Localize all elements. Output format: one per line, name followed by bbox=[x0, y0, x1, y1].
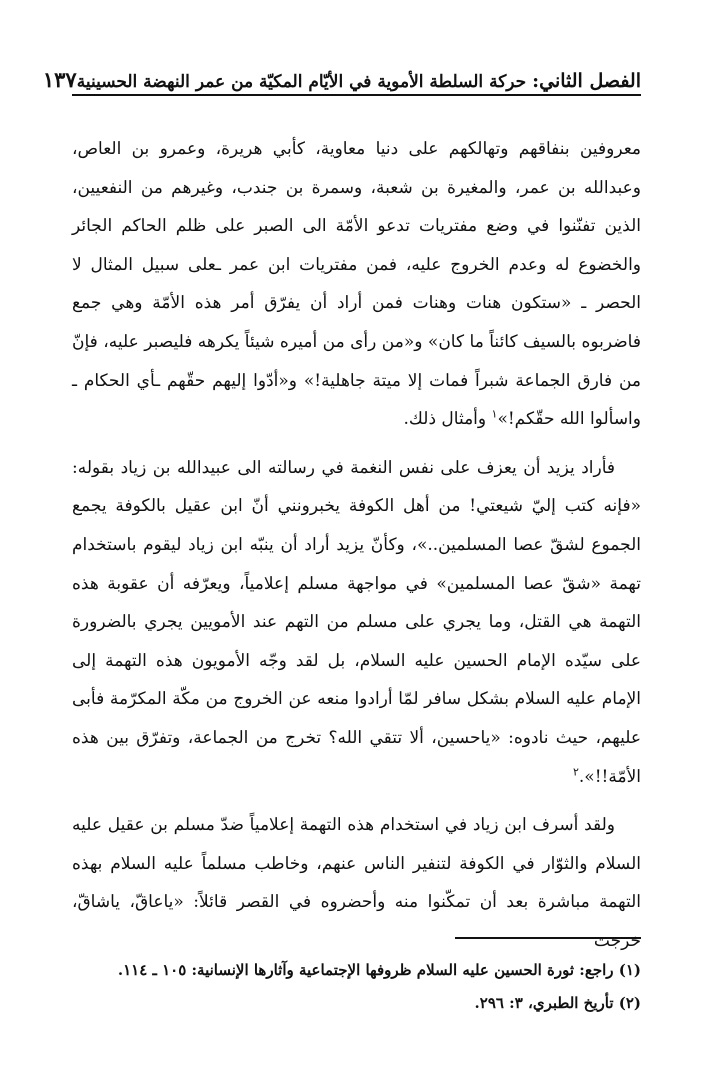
chapter-title bbox=[77, 70, 641, 92]
page-number: ١٣٧ bbox=[42, 67, 77, 92]
footnote-marker-1: ١ bbox=[491, 407, 498, 421]
footnote-marker-2: ٢ bbox=[572, 764, 579, 778]
paragraph-1-text: معروفين بنفاقهم وتهالكهم على دنيا معاوية، كأبي هريرة، وعمرو بن العاص، وعبدالله بن عمر، والمغيرة بن شعبة، وسمرة بن جندب، وغيرهم من النفعيين، الذين تفنّنوا في وضع مفتريات تدعو الأمّة الى الصبر على ظلم الحاكم الجائر والخضوع له وعدم الخروج عليه، فمن مفتريات ابن عمر ـعلى سبيل المثال لا الحصر ـ «ستكون هنات وهنات فمن أراد أن يفرّق أمر هذه الأمّة وهي جمع فاضربوه بالسيف كائناً ما كان» و«من رأى من أميره شيئاً يكرهه فليصبر عليه، فإنّ من فارق الجماعة شبراً فمات إلا ميتة جاهلية!» و«أدّوا إليهم حقّهم ـأي الحكام ـ واسألوا الله حقّكم!» bbox=[72, 139, 641, 430]
footnote-divider bbox=[455, 937, 641, 939]
footnotes bbox=[72, 954, 641, 1020]
paragraph-2 bbox=[72, 449, 641, 796]
body-text bbox=[72, 130, 641, 960]
paragraph-1 bbox=[72, 130, 641, 439]
paragraph-3: ولقد أسرف ابن زياد في استخدام هذه التهمة إعلامياً ضدّ مسلم بن عقيل عليه السلام والثوّار في الكوفة لتنفير الناس عنهم، وخاطب مسلماً عليه السلام بهذه التهمة مباشرة بعد أن تمكّنوا منه وأحضروه في القصر قائلاً: «ياعاقّ، ياشاقّ، خرجت bbox=[72, 815, 641, 951]
footnote-2: (٢) تأريخ الطبري، ٣: ٢٩٦. bbox=[474, 994, 641, 1012]
chapter-subtitle: حركة السلطة الأموية في الأيّام المكيّة من عمر النهضة الحسينية bbox=[76, 72, 527, 92]
footnote-1: (١) راجع: ثورة الحسين عليه السلام ظروفها الإجتماعية وآثارها الإنسانية: ١٠٥ ـ ١١٤. bbox=[117, 961, 641, 979]
chapter-label: الفصل الثاني: bbox=[532, 70, 641, 92]
paragraph-1-tail: وأمثال ذلك. bbox=[403, 409, 492, 430]
running-header bbox=[42, 58, 641, 96]
paragraph-2-text: فأراد يزيد أن يعزف على نفس النغمة في رسالته الى عبيدالله بن زياد بقوله: «فإنه كتب إليّ شيعتي! من أهل الكوفة يخبرونني أنّ ابن عقيل بالكوفة يجمع الجموع لشقّ عصا المسلمين..»، وكأنّ يزيد أراد أن ينبّه ابن زياد ليقوم باستخدام تهمة «شقّ عصا المسلمين» في مواجهة مسلم إعلامياً، ويعرّفه أن عقوبة هذه التهمة هي القتل، وما يجري على مسلم من التهم عند الأمويين يجري بالضرورة على سيّده الإمام الحسين عليه السلام، بل لقد وجّه الأمويون هذه التهمة إلى الإمام عليه السلام بشكل سافر لمّا أرادوا منعه عن الخروج من مكّة المكرّمة فأبى عليهم، حيث نادوه: «ياحسين، ألا تتقي الله؟ تخرج من الجماعة، وتفرّق بين هذه الأمّة!!». bbox=[72, 457, 641, 787]
